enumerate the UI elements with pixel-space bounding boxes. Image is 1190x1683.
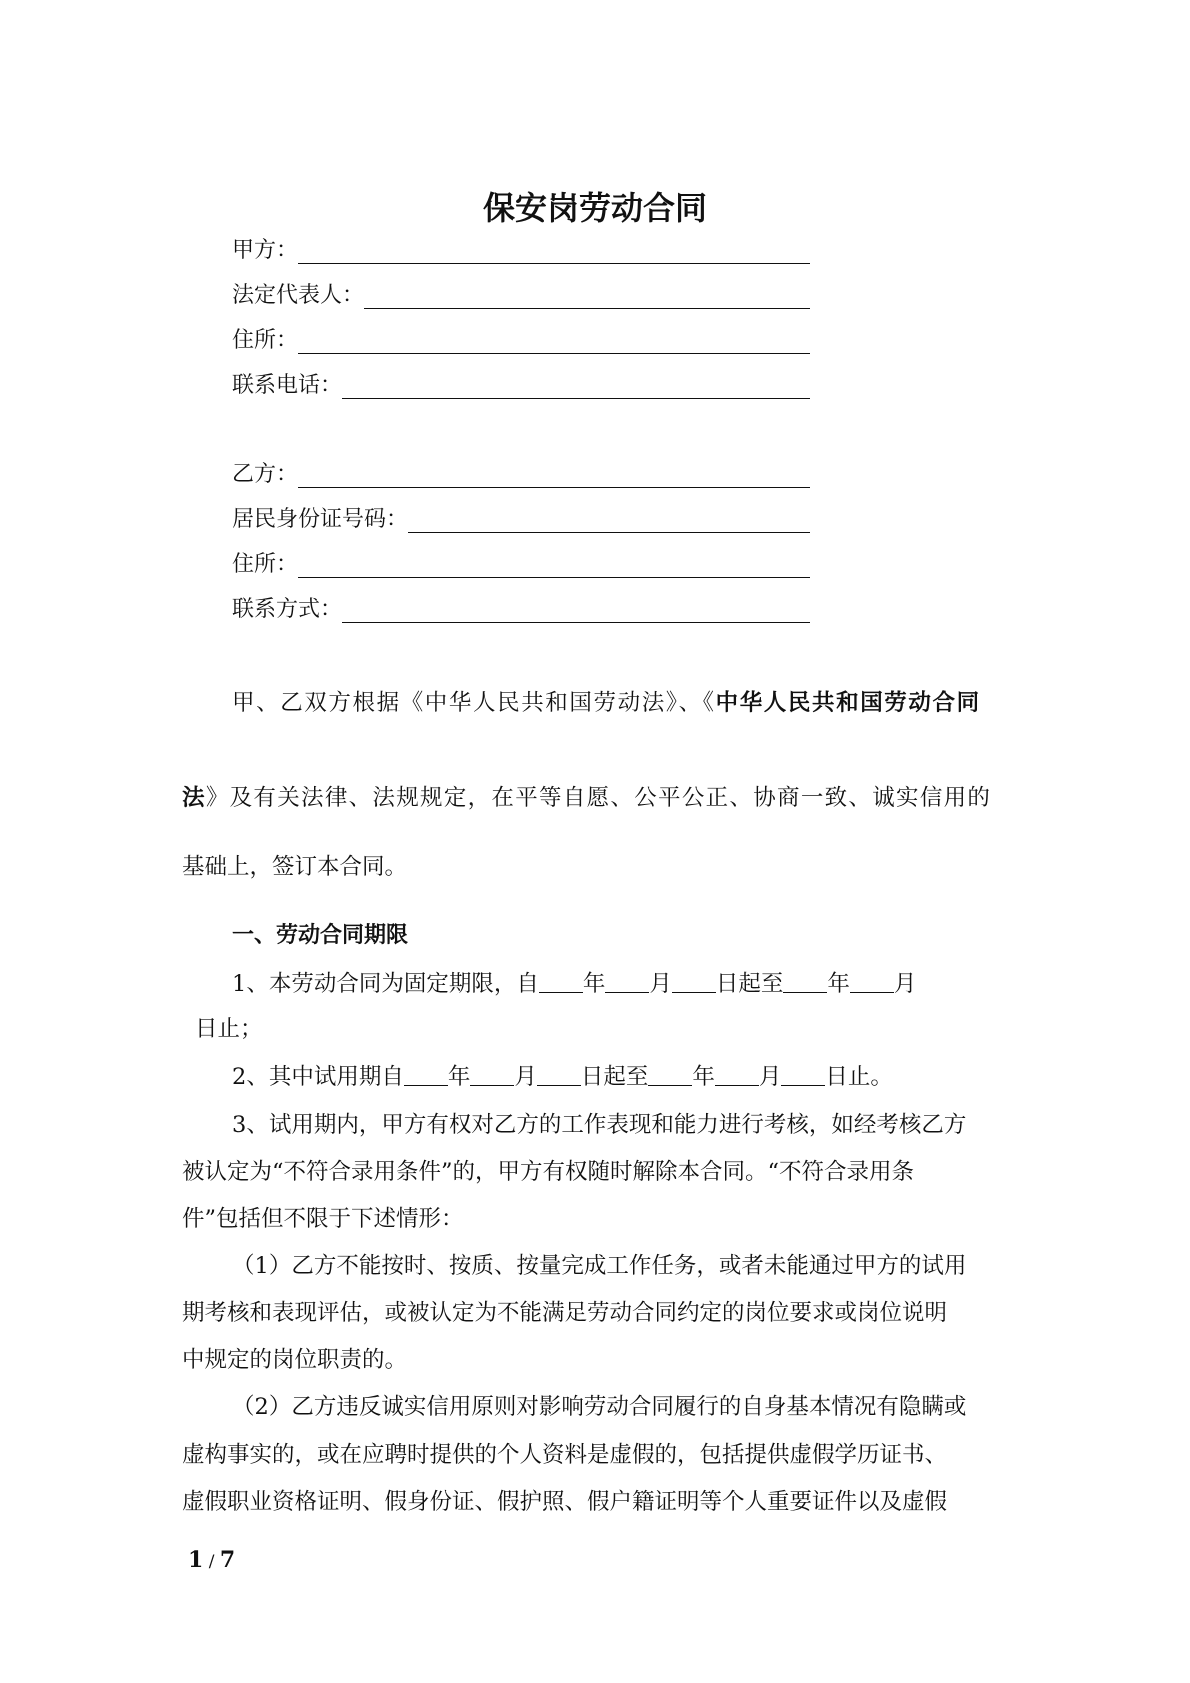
clause-1-2 — [232, 1062, 893, 1092]
page-separator: / — [203, 1552, 220, 1572]
clause-text: 2、其中试用期自 — [232, 1064, 404, 1090]
unit-day-end: 日止。 — [825, 1064, 893, 1090]
party-b-address-field[interactable] — [232, 546, 810, 582]
legal-representative-field[interactable] — [232, 277, 810, 313]
current-page: 1 — [188, 1547, 204, 1573]
fill-in-line[interactable] — [342, 376, 810, 399]
field-label: 联系电话： — [232, 373, 343, 398]
unit-month: 月 — [649, 971, 672, 997]
total-pages: 7 — [219, 1547, 236, 1573]
sub-clause-1-line-3: 中规定的岗位职责的。 — [182, 1347, 408, 1373]
field-label: 居民身份证号码： — [232, 507, 409, 532]
clause-1-1 — [232, 969, 916, 999]
blank-year[interactable] — [539, 970, 583, 993]
law-name-bold: 法 — [182, 785, 206, 811]
field-label: 住所： — [232, 552, 299, 577]
intro-text: 甲、乙双方根据《中华人民共和国劳动法》、《 — [232, 690, 716, 716]
unit-day-from: 日起至 — [580, 1064, 649, 1090]
field-label: 住所： — [232, 328, 299, 353]
blank-month[interactable] — [470, 1063, 514, 1086]
sub-clause-2-line-1: （2）乙方违反诚实信用原则对影响劳动合同履行的自身基本情况有隐瞒或 — [232, 1394, 967, 1420]
intro-line-3: 基础上，签订本合同。 — [182, 854, 408, 880]
blank-day[interactable] — [672, 970, 716, 993]
party-a-address-field[interactable] — [232, 322, 810, 358]
blank-year[interactable] — [783, 970, 827, 993]
sub-clause-2-line-3: 虚假职业资格证明、假身份证、假护照、假户籍证明等个人重要证件以及虚假 — [182, 1489, 948, 1515]
field-label: 联系方式： — [232, 597, 343, 622]
unit-month: 月 — [893, 971, 917, 997]
blank-day[interactable] — [537, 1063, 581, 1086]
blank-year[interactable] — [648, 1063, 692, 1086]
fill-in-line[interactable] — [342, 600, 810, 623]
document-title: 保安岗劳动合同 — [482, 189, 707, 227]
intro-line-1 — [232, 688, 981, 718]
fill-in-line[interactable] — [298, 555, 810, 578]
field-label: 乙方： — [232, 462, 299, 487]
clause-1-3-line-2: 被认定为“不符合录用条件”的，甲方有权随时解除本合同。“不符合录用条 — [182, 1159, 915, 1185]
fill-in-line[interactable] — [298, 465, 810, 488]
id-number-field[interactable] — [232, 501, 810, 537]
fill-in-line[interactable] — [298, 241, 810, 264]
blank-month[interactable] — [715, 1063, 759, 1086]
party-b-name-field[interactable] — [232, 456, 810, 492]
party-b-contact-field[interactable] — [232, 591, 810, 627]
intro-line-2 — [182, 783, 991, 813]
page-number — [188, 1547, 235, 1573]
sub-clause-1-line-2: 期考核和表现评估，或被认定为不能满足劳动合同约定的岗位要求或岗位说明 — [182, 1300, 948, 1326]
clause-1-3-line-3: 件”包括但不限于下述情形： — [182, 1206, 464, 1232]
unit-month: 月 — [514, 1064, 537, 1090]
blank-year[interactable] — [404, 1063, 448, 1086]
clause-text: 1、本劳动合同为固定期限，自 — [232, 971, 539, 997]
section-1-heading: 一、劳动合同期限 — [232, 923, 409, 948]
sub-clause-2-line-2: 虚构事实的，或在应聘时提供的个人资料是虚假的，包括提供虚假学历证书、 — [182, 1442, 948, 1468]
unit-year: 年 — [692, 1064, 715, 1090]
blank-month[interactable] — [850, 970, 894, 993]
field-label: 法定代表人： — [232, 283, 365, 308]
party-a-name-field[interactable] — [232, 232, 810, 268]
clause-1-1-end: 日止； — [195, 1016, 263, 1042]
sub-clause-1-line-1: （1）乙方不能按时、按质、按量完成工作任务，或者未能通过甲方的试用 — [232, 1253, 967, 1279]
intro-text: 》及有关法律、法规规定，在平等自愿、公平公正、协商一致、诚实信用的 — [205, 785, 992, 811]
law-name-bold: 中华人民共和国劳动合同 — [715, 690, 981, 716]
fill-in-line[interactable] — [408, 510, 810, 533]
fill-in-line[interactable] — [364, 286, 810, 309]
unit-day-from: 日起至 — [715, 971, 784, 997]
field-label: 甲方： — [232, 238, 299, 263]
fill-in-line[interactable] — [298, 331, 810, 354]
clause-1-3-line-1: 3、试用期内，甲方有权对乙方的工作表现和能力进行考核，如经考核乙方 — [232, 1112, 967, 1138]
party-a-phone-field[interactable] — [232, 367, 810, 403]
unit-year: 年 — [447, 1064, 471, 1090]
blank-month[interactable] — [605, 970, 649, 993]
unit-year: 年 — [827, 971, 850, 997]
unit-year: 年 — [582, 971, 606, 997]
blank-day[interactable] — [781, 1063, 825, 1086]
unit-month: 月 — [758, 1064, 782, 1090]
